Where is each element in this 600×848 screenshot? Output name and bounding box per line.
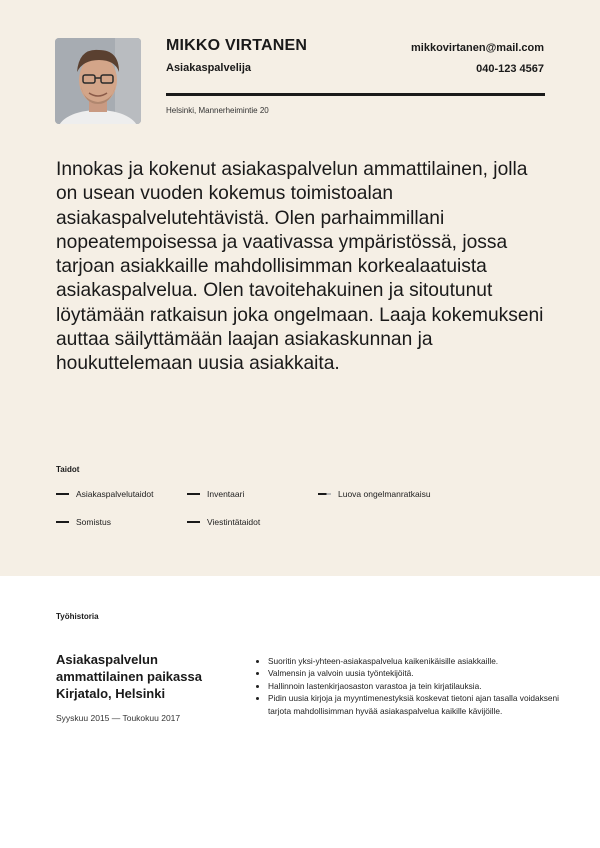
skill-item	[187, 489, 244, 499]
responsibility-item: • Valmensin ja valvoin uusia työntekijöitä.	[268, 667, 563, 679]
skills-heading: Taidot	[56, 465, 80, 474]
responsibility-item: • Hallinnoin lastenkirjaosaston varastoa ja tein kirjatilauksia.	[268, 680, 563, 692]
skill-item	[56, 517, 111, 527]
skill-item	[56, 489, 154, 499]
skill-level-bar	[56, 521, 69, 523]
profile-photo	[55, 38, 141, 124]
job-role: Asiakaspalvelija	[166, 62, 252, 74]
skill-level-bar	[56, 493, 69, 495]
skill-label: Luova ongelmanratkaisu	[338, 489, 431, 499]
job-title: Asiakaspalvelun ammattilainen paikassa Kirjatalo, Helsinki	[56, 652, 202, 701]
skill-level-bar	[187, 493, 200, 495]
skill-item	[318, 489, 431, 499]
person-photo-icon	[55, 38, 141, 124]
professional-summary: Innokas ja kokenut asiakaspalvelun ammattilainen, jolla on usean vuoden kokemus toimistoalan asiakaspalvelutehtävistä. Olen parhaimmillani nopeatempoisessa ja vaativassa ympäristössä, jossa tarjoan asiakkaille mahdollisimman korkealaatuista asiakaspalvelua. Olen tavoitehakuinen ja sitoutunut löytämään ratkaisun joka ongelmaan. Laaja kokemukseni auttaa säilyttämään laajan asiakaskunnan ja houkuttelemaan uusia asiakkaita.	[56, 159, 544, 375]
responsibility-item: • Suoritin yksi-yhteen-asiakaspalvelua kaikenikäisille asiakkaille.	[268, 655, 563, 667]
skill-label: Inventaari	[207, 489, 245, 499]
job-dates: Syyskuu 2015 — Toukokuu 2017	[56, 713, 181, 723]
skill-item	[187, 517, 260, 527]
address: Helsinki, Mannerheimintie 20	[166, 106, 269, 115]
phone-number: 040-123 4567	[476, 63, 544, 75]
skill-level-bar	[318, 493, 331, 495]
work-history-heading: Työhistoria	[56, 612, 99, 621]
skill-level-bar	[187, 521, 200, 523]
responsibility-item: • Pidin uusia kirjoja ja myyntimenestyksiä koskevat tietoni ajan tasalla voidakseni tarjota mahdollisimman hyvää asiakaspalvelua kaikille kävijöille.	[268, 692, 563, 717]
skill-label: Somistus	[76, 517, 111, 527]
skill-label: Asiakaspalvelutaidot	[76, 489, 154, 499]
header-divider	[166, 93, 545, 96]
skill-label: Viestintätaidot	[207, 517, 261, 527]
email-link[interactable]: mikkovirtanen@mail.com	[411, 42, 544, 54]
candidate-name: MIKKO VIRTANEN	[166, 37, 308, 54]
job-responsibilities	[257, 655, 563, 717]
